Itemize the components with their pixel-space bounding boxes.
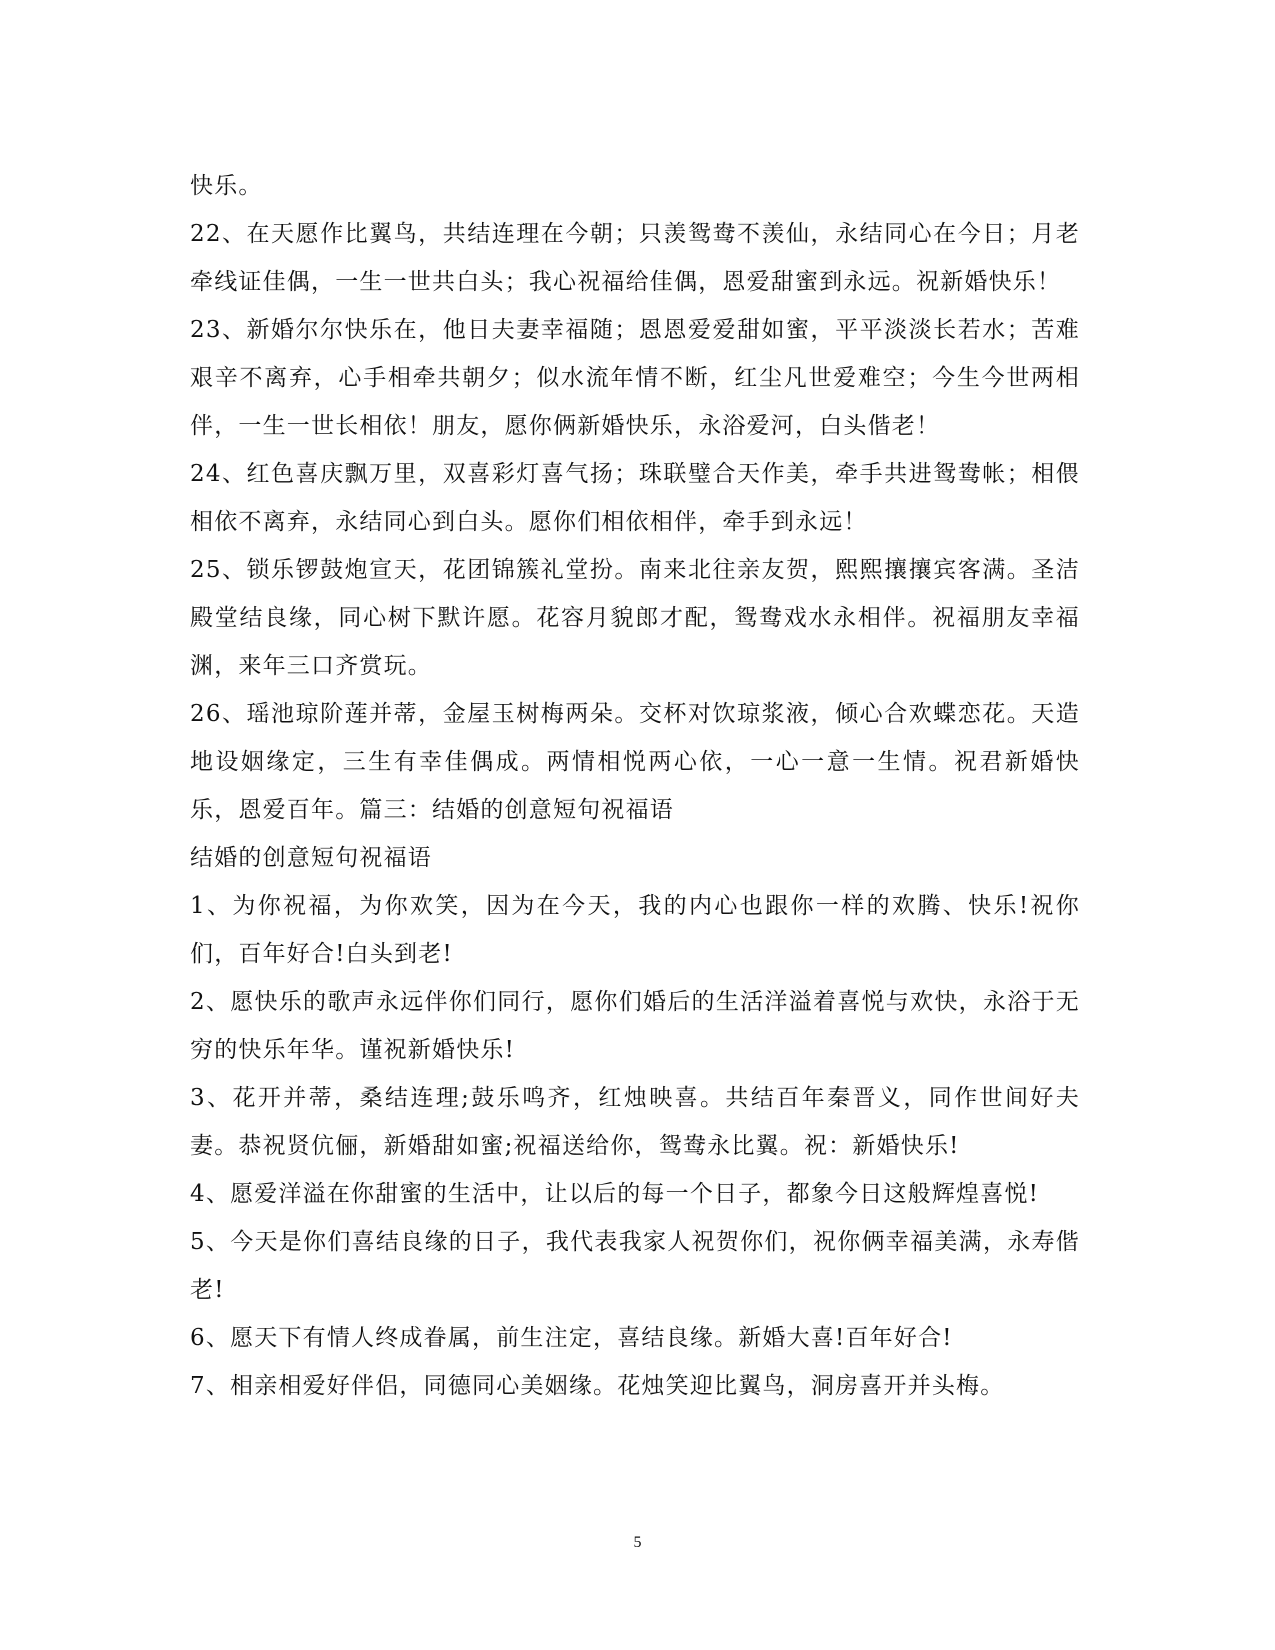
page-body	[190, 162, 1080, 1410]
paragraph: 1、为你祝福，为你欢笑，因为在今天，我的内心也跟你一样的欢腾、快乐!祝你们，百年好合!白头到老!	[190, 893, 1080, 967]
paragraph: 26、瑶池琼阶莲并蒂，金屋玉树梅两朵。交杯对饮琼浆液，倾心合欢蝶恋花。天造地设姻缘定，三生有幸佳偶成。两情相悦两心依，一心一意一生情。祝君新婚快乐，恩爱百年。篇三：结婚的创意短句祝福语	[190, 701, 1080, 823]
page-number: 5	[633, 1534, 642, 1551]
paragraph: 6、愿天下有情人终成眷属，前生注定，喜结良缘。新婚大喜!百年好合!	[190, 1325, 953, 1351]
paragraph: 2、愿快乐的歌声永远伴你们同行，愿你们婚后的生活洋溢着喜悦与欢快，永浴于无穷的快乐年华。谨祝新婚快乐!	[190, 989, 1080, 1063]
paragraph: 7、相亲相爱好伴侣，同德同心美姻缘。花烛笑迎比翼鸟，洞房喜开并头梅。	[190, 1373, 1005, 1399]
paragraph: 23、新婚尔尔快乐在，他日夫妻幸福随；恩恩爱爱甜如蜜，平平淡淡长若水；苦难艰辛不离弃，心手相牵共朝夕；似水流年情不断，红尘凡世爱难空；今生今世两相伴，一生一世长相依！朋友，愿你俩新婚快乐，永浴爱河，白头偕老！	[190, 317, 1080, 439]
paragraph: 24、红色喜庆飘万里，双喜彩灯喜气扬；珠联璧合天作美，牵手共进鸳鸯帐；相偎相依不离弃，永结同心到白头。愿你们相依相伴，牵手到永远！	[190, 461, 1080, 535]
paragraph: 快乐。	[190, 173, 263, 199]
paragraph: 3、花开并蒂，桑结连理;鼓乐鸣齐，红烛映喜。共结百年秦晋义，同作世间好夫妻。恭祝贤伉俪，新婚甜如蜜;祝福送给你，鸳鸯永比翼。祝：新婚快乐!	[190, 1085, 1080, 1159]
section-heading: 结婚的创意短句祝福语	[190, 845, 432, 871]
paragraph: 4、愿爱洋溢在你甜蜜的生活中，让以后的每一个日子，都象今日这般辉煌喜悦!	[190, 1181, 1040, 1207]
paragraph: 22、在天愿作比翼鸟，共结连理在今朝；只羡鸳鸯不羡仙，永结同心在今日；月老牵线证佳偶，一生一世共白头；我心祝福给佳偶，恩爱甜蜜到永远。祝新婚快乐！	[190, 221, 1080, 295]
paragraph: 5、今天是你们喜结良缘的日子，我代表我家人祝贺你们，祝你俩幸福美满，永寿偕老!	[190, 1229, 1080, 1303]
paragraph: 25、锁乐锣鼓炮宣天，花团锦簇礼堂扮。南来北往亲友贺，熙熙攘攘宾客满。圣洁殿堂结良缘，同心树下默许愿。花容月貌郎才配，鸳鸯戏水永相伴。祝福朋友幸福渊，来年三口齐赏玩。	[190, 557, 1080, 679]
